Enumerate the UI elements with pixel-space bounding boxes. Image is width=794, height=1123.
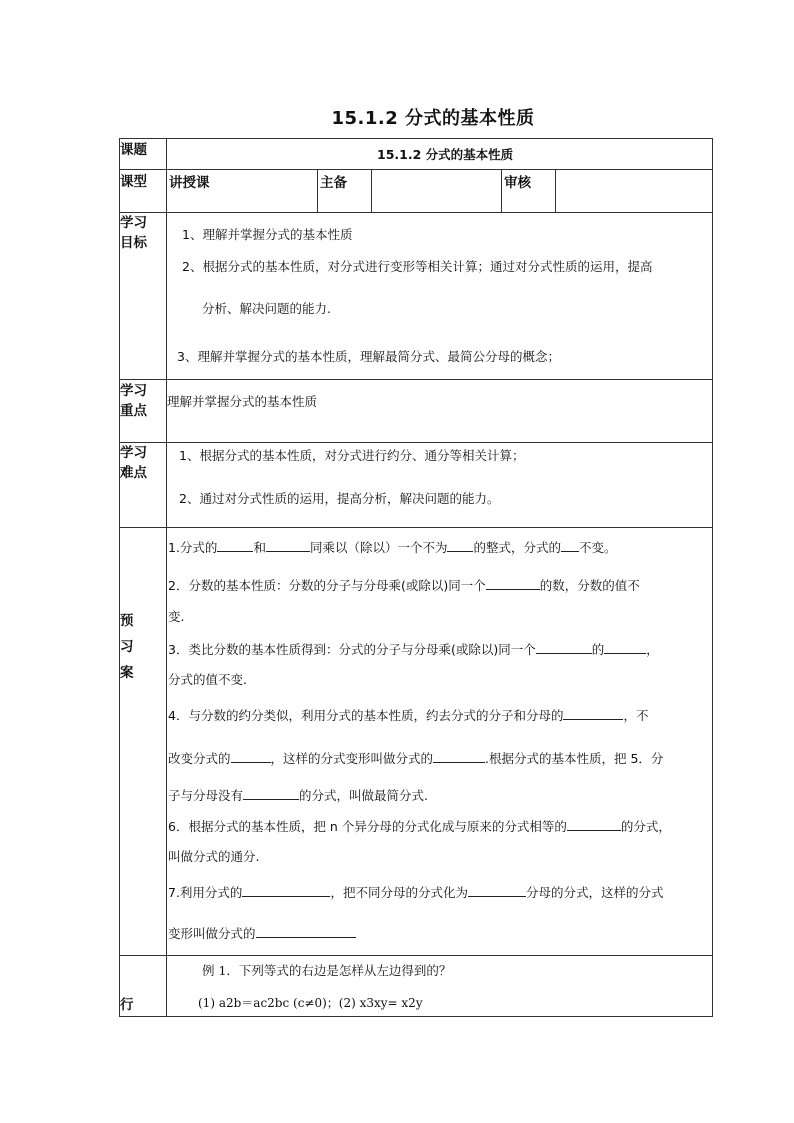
difficulty-label-top: 学习 — [120, 445, 147, 461]
answer-blank — [486, 577, 540, 590]
difficulty-label-bottom: 难点 — [120, 465, 147, 481]
key-label-top: 学习 — [120, 383, 147, 399]
answer-blank — [243, 787, 299, 800]
table-border-right — [712, 138, 713, 1017]
answer-blank — [447, 539, 473, 552]
answer-blank — [266, 539, 310, 552]
answer-blank — [567, 818, 621, 831]
answer-blank — [217, 539, 253, 552]
key-point-text: 理解并掌握分式的基本性质 — [167, 394, 318, 409]
col-divider — [555, 169, 556, 212]
row-divider — [119, 527, 713, 528]
practice-label: 行 — [120, 997, 134, 1013]
goal-item-2-line-2: 分析、解决问题的能力. — [202, 301, 331, 316]
row-divider — [119, 442, 713, 443]
col-divider — [371, 169, 372, 212]
answer-blank — [433, 750, 485, 763]
col-divider — [501, 169, 502, 212]
answer-blank — [561, 539, 579, 552]
goals-label-bottom: 目标 — [120, 235, 147, 251]
col-divider — [317, 169, 318, 212]
lesson-type-label: 课型 — [120, 174, 147, 190]
goal-item-1: 1、理解并掌握分式的基本性质 — [182, 227, 353, 242]
preview-question-3-cont: 分式的值不变. — [168, 672, 247, 687]
preview-label-2: 习 — [120, 639, 134, 655]
answer-blank — [536, 641, 592, 654]
answer-blank — [604, 641, 646, 654]
goals-label-top: 学习 — [120, 215, 147, 231]
preview-question-6-cont: 叫做分式的通分. — [168, 849, 260, 864]
table-border-left — [119, 138, 120, 1017]
difficulty-item-1: 1、根据分式的基本性质，对分式进行约分、通分等相关计算； — [179, 448, 525, 463]
preview-question-4-line-2: 改变分式的 ，这样的分式变形叫做分式的 .根据分式的基本性质，把 5．分 — [168, 751, 664, 766]
page-title: 15.1.2 分式的基本性质 — [331, 108, 535, 129]
topic-label: 课题 — [120, 142, 147, 158]
key-label-bottom: 重点 — [120, 403, 147, 419]
preview-question-4: 4．与分数的约分类似，利用分式的基本性质，约去分式的分子和分母的 ，不 — [168, 708, 649, 723]
preview-label-3: 案 — [120, 665, 134, 681]
label-column-divider — [166, 138, 167, 1017]
goal-item-2-line-1: 2、根据分式的基本性质，对分式进行变形等相关计算；通过对分式性质的运用，提高 — [182, 259, 653, 274]
preview-question-3: 3．类比分数的基本性质得到：分式的分子与分母乘(或除以)同一个 的 ， — [168, 642, 659, 657]
example-1-formula: (1) a2b＝ac2bc (c≠0)；(2) x3xy= x2y — [198, 996, 423, 1010]
answer-blank — [563, 707, 623, 720]
lesson-type-value: 讲授课 — [169, 175, 210, 191]
preview-question-1: 1.分式的 和 同乘以（除以）一个不为 的整式，分式的 不变。 — [168, 540, 617, 555]
row-divider — [119, 212, 713, 213]
preview-question-6: 6．根据分式的基本性质，把 n 个异分母的分式化成与原来的分式相等的 的分式， — [168, 819, 671, 834]
answer-blank — [242, 884, 330, 897]
answer-blank — [231, 750, 271, 763]
topic-value: 15.1.2 分式的基本性质 — [377, 147, 514, 162]
table-border-bottom — [119, 1016, 713, 1017]
row-divider — [119, 169, 713, 170]
preview-question-2-cont: 变. — [168, 609, 185, 624]
row-divider — [119, 379, 713, 380]
preview-question-7-cont: 变形叫做分式的 — [168, 925, 356, 942]
difficulty-item-2: 2、通过对分式性质的运用，提高分析，解决问题的能力。 — [179, 491, 500, 506]
row-divider — [119, 955, 713, 956]
preview-question-4-line-3: 子与分母没有 的分式，叫做最简分式. — [168, 788, 428, 803]
preview-question-2: 2．分数的基本性质：分数的分子与分母乘(或除以)同一个 的数，分数的值不 — [168, 578, 640, 593]
host-label: 主备 — [320, 175, 347, 191]
example-1-heading: 例 1．下列等式的右边是怎样从左边得到的？ — [202, 963, 452, 978]
answer-blank — [256, 925, 356, 938]
answer-blank — [468, 884, 526, 897]
review-label: 审核 — [504, 175, 531, 191]
table-border-top — [119, 138, 713, 139]
lesson-plan-table — [119, 138, 713, 1017]
preview-label-1: 预 — [120, 613, 134, 629]
goal-item-3: 3、理解并掌握分式的基本性质，理解最简分式、最简公分母的概念； — [177, 349, 560, 364]
preview-question-7: 7.利用分式的 ，把不同分母的分式化为 分母的分式，这样的分式 — [168, 885, 664, 900]
